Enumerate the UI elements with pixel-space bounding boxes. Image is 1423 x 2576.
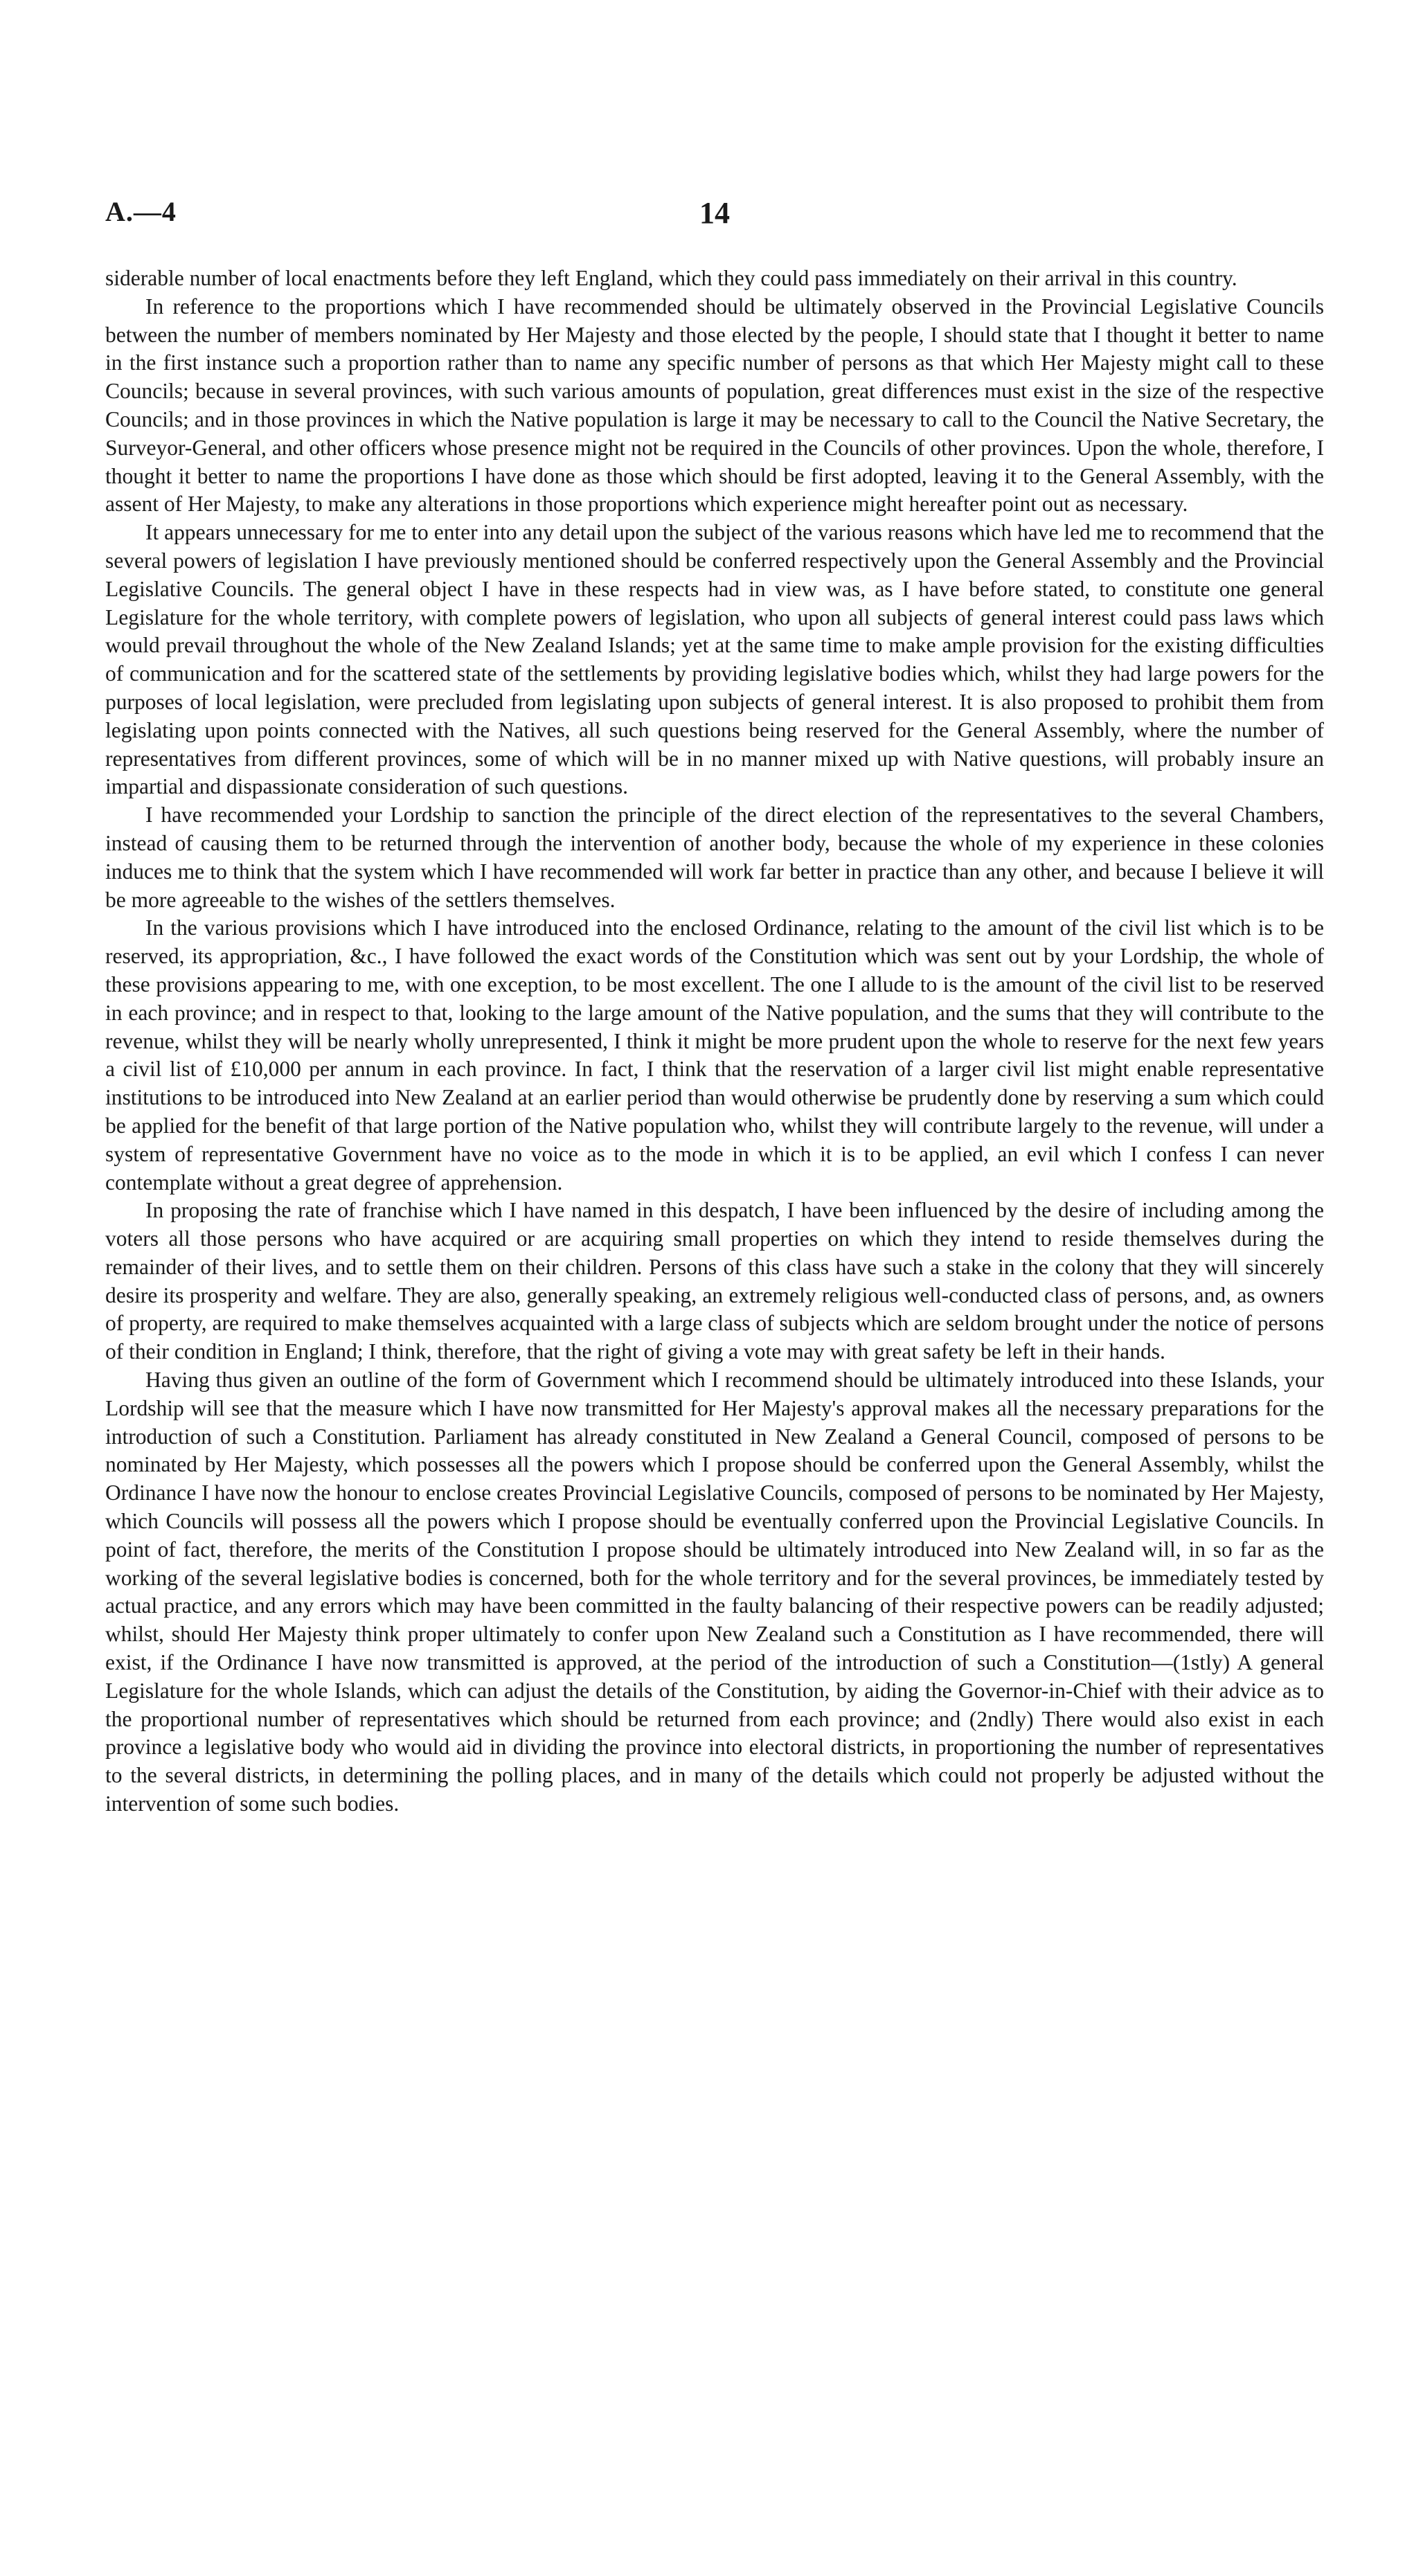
paragraph-direct-election: I have recommended your Lordship to sanction the principle of the direct election of the representatives to the several Chambers, instead of causing them to be returned through the intervention of another body, because the whole of my experience in these colonies induces me to think that the system which I have recommended will work far better in practice than any other, and because I believe it will be more agreeable to the wishes of the settlers themselves. [105,803,1324,912]
document-body [105,265,1324,1818]
paragraph-franchise: In proposing the rate of franchise which I have named in this despatch, I have been influenced by the desire of including among the voters all those persons who have acquired or are acquiring small properties on which they intend to reside themselves during the remainder of their lives, and to settle them on their children. Persons of this class have such a stake in the colony that they will sincerely desire its prosperity and welfare. They are also, generally speaking, an extremely religious well-conducted class of persons, and, as owners of property, are required to make themselves acquainted with a large class of subjects which are seldom brought under the notice of persons of their condition in England; I think, therefore, that the right of giving a vote may with great safety be left in their hands. [105,1198,1324,1364]
page-header [105,195,1324,237]
paragraph-legislative-powers: It appears unnecessary for me to enter into any detail upon the subject of the various reasons which have led me to recommend that the several powers of legislation I have previously mentioned should be conferred respectively upon the General Assembly and the Provincial Legislative Councils. The general object I have in these respects had in view was, as I have before stated, to constitute one general Legislature for the whole territory, with complete powers of legislation, who upon all subjects of general interest could pass laws which would prevail throughout the whole of the New Zealand Islands; yet at the same time to make ample provision for the existing difficulties of communication and for the scattered state of the settlements by providing legislative bodies which, whilst they had large powers for the purposes of local legislation, were precluded from legislating upon subjects of general interest. It is also proposed to prohibit them from legislating upon points connected with the Natives, all such questions being reserved for the General Assembly, where the number of representatives from different provinces, some of which will be in no manner mixed up with Native questions, will probably insure an impartial and dispassionate consideration of such questions. [105,520,1324,799]
paragraph-civil-list: In the various provisions which I have introduced into the enclosed Ordinance, relating to the amount of the civil list which is to be reserved, its appropriation, &c., I have followed the exact words of the Constitution which was sent out by your Lordship, the whole of these provisions appearing to me, with one exception, to be most excellent. The one I allude to is the amount of the civil list to be reserved in each province; and in respect to that, looking to the large amount of the Native population, and the sums that they will contribute to the revenue, whilst they will be nearly wholly unrepresented, I think it might be more prudent upon the whole to reserve for the next few years a civil list of £10,000 per annum in each province. In fact, I think that the reservation of a larger civil list might enable representative institutions to be introduced into New Zealand at an earlier period than would otherwise be prudently done by reserving a sum which could be applied for the benefit of that large portion of the Native population who, whilst they will contribute largely to the revenue, will under a system of representative Government have no voice as to the mode in which it is to be applied, an evil which I confess I can never contemplate without a great degree of apprehension. [105,915,1324,1195]
paragraph-council-proportions: In reference to the proportions which I have recommended should be ultimately observed in the Provincial Legislative Councils between the number of members nominated by Her Majesty and those elected by the people, I should state that I thought it better to name in the first instance such a proportion rather than to name any specific number of persons as that which Her Majesty might call to these Councils; because in several provinces, with such various amounts of population, great differences must exist in the size of the respective Councils; and in those provinces in which the Native population is large it may be necessary to call to the Council the Native Secretary, the Surveyor-General, and other officers whose presence might not be required in the Councils of other provinces. Upon the whole, therefore, I thought it better to name the proportions I have done as those which should be first adopted, leaving it to the General Assembly, with the assent of Her Majesty, to make any alterations in those proportions which experience might hereafter point out as necessary. [105,294,1324,517]
document-reference: A.—4 [105,196,177,227]
paragraph-constitution-outline: Having thus given an outline of the form of Government which I recommend should be ultimately introduced into these Islands, your Lordship will see that the measure which I have now transmitted for Her Majesty's approval makes all the necessary preparations for the introduction of such a Constitution. Parliament has already constituted in New Zealand a General Council, composed of persons to be nominated by Her Majesty, which possesses all the powers which I propose should be conferred upon the General Assembly, whilst the Ordinance I have now the honour to enclose creates Provincial Legislative Councils, composed of persons to be nominated by Her Majesty, which Councils will possess all the powers which I propose should be eventually conferred upon the Provincial Legislative Councils. In point of fact, therefore, the merits of the Constitution I propose should be ultimately introduced into New Zealand will, in so far as the working of the several legislative bodies is concerned, both for the whole territory and for the several provinces, be immediately tested by actual practice, and any errors which may have been committed in the faulty balancing of their respective powers can be readily adjusted; whilst, should Her Majesty think proper ultimately to confer upon New Zealand such a Constitution as I have recommended, there will exist, if the Ordinance I have now transmitted is approved, at the period of the introduction of such a Constitution—(1stly) A general Legislature for the whole Islands, which can adjust the details of the Constitution, by aiding the Governor-in-Chief with their advice as to the proportional number of representatives which should be returned from each province; and (2ndly) There would also exist in each province a legislative body who would aid in dividing the province into electoral districts, in proportioning the number of representatives to the several districts, in determining the polling places, and in many of the details which could not properly be adjusted without the intervention of some such bodies. [105,1368,1324,1816]
paragraph-continuation: siderable number of local enactments before they left England, which they could pass immediately on their arrival in this country. [105,266,1237,290]
page-number: 14 [699,196,730,230]
